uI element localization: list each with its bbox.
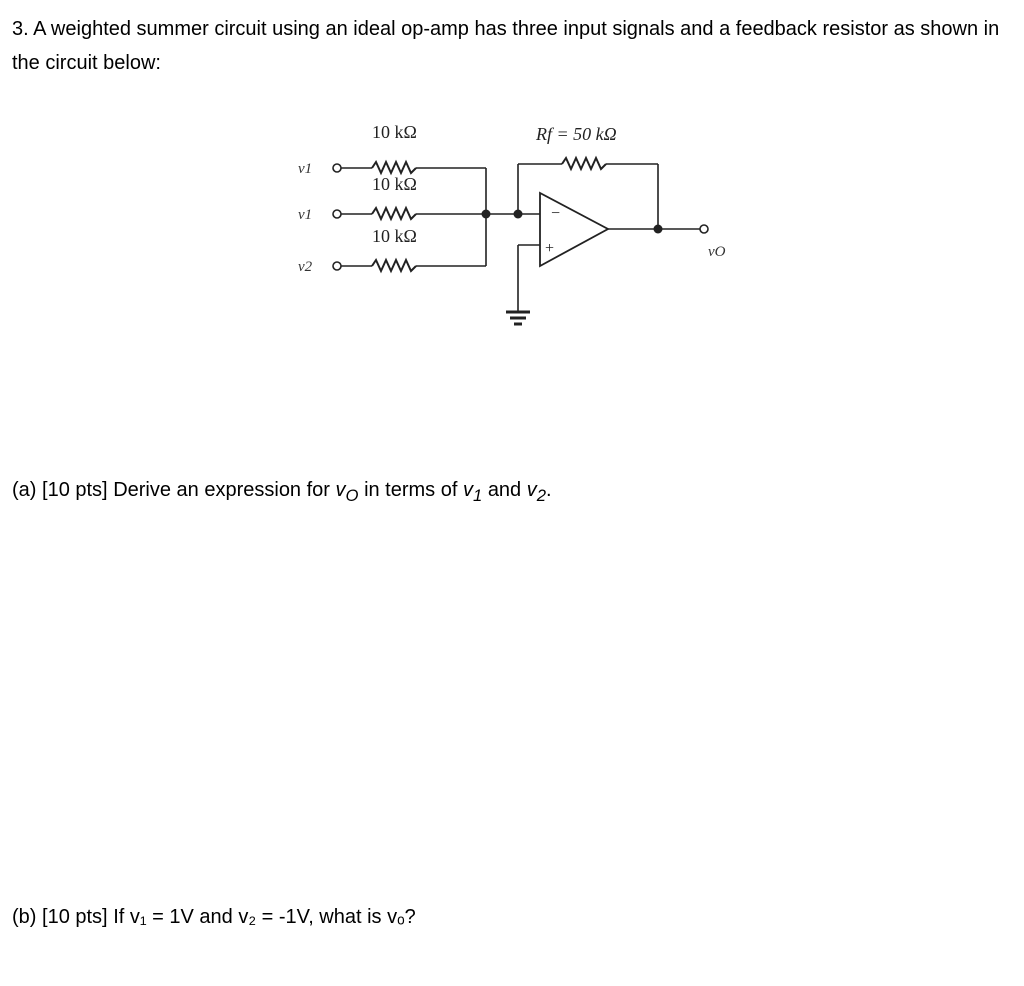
ground-icon (506, 312, 530, 324)
output-terminal (700, 225, 708, 233)
minus-sign: − (551, 205, 561, 222)
resistor-3 (372, 260, 416, 271)
part-a-text-3: and (487, 479, 522, 501)
input-label-3: v2 (298, 259, 313, 275)
sub-2: 2 (536, 486, 547, 505)
output-node (654, 225, 663, 234)
inverting-node (514, 210, 523, 219)
resistor-2 (372, 208, 416, 219)
question-body: A weighted summer circuit using an ideal op-amp has three input signals and a feedback resistor as shown in the circuit below: (12, 18, 1000, 74)
resistor-1-label: 10 kΩ (372, 122, 417, 142)
output-label: vO (708, 244, 726, 260)
part-a-end: . (546, 479, 552, 501)
question-number: 3. (12, 18, 29, 40)
part-a-label: (a) (12, 479, 37, 501)
summing-node (482, 210, 491, 219)
sub-o: O (345, 486, 359, 505)
part-a-text-2: in terms of (364, 479, 458, 501)
sub-1: 1 (472, 486, 483, 505)
input-terminal-3 (333, 262, 341, 270)
part-a (12, 476, 552, 510)
feedback-label: Rf = 50 kΩ (536, 124, 617, 144)
part-b-pts: [10 pts] (42, 906, 108, 928)
input-label-1: v1 (298, 161, 313, 177)
resistor-2-label: 10 kΩ (372, 174, 417, 194)
part-a-pts: [10 pts] (42, 479, 108, 501)
var-o: v (335, 479, 346, 501)
var-1: v (462, 479, 473, 501)
resistor-1 (372, 162, 416, 173)
part-b-label: (b) (12, 906, 37, 928)
input-label-2: v1 (298, 207, 313, 223)
part-b (12, 903, 416, 931)
var-2: v (526, 479, 537, 501)
plus-sign: + (545, 240, 555, 257)
resistor-3-label: 10 kΩ (372, 226, 417, 246)
feedback-resistor (562, 158, 606, 169)
input-terminal-1 (333, 164, 341, 172)
part-b-text: If v₁ = 1V and v₂ = -1V, what is vₒ? (113, 906, 416, 928)
part-a-text-1: Derive an expression for (113, 479, 330, 501)
input-terminal-2 (333, 210, 341, 218)
